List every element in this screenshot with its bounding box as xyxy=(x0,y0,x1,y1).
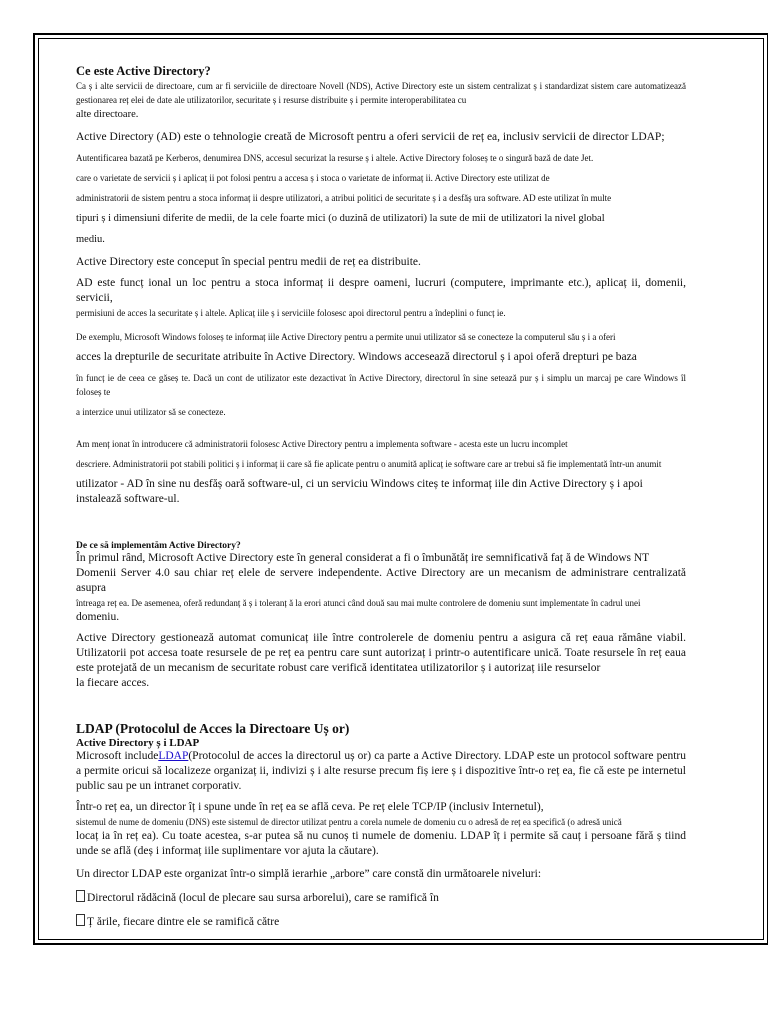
ldap-link[interactable]: LDAP xyxy=(158,750,189,762)
paragraph: domeniu. xyxy=(76,611,120,623)
paragraph: Ca ș i alte servicii de directoare, cum ar fi serviciile de directoare Novell (NDS), Active Directory este un sistem centralizat ș i standardizat sistem care automatizează gestionarea reț elei de date ale utilizatorilor, securitate ș i resurse distribuite ș i permite interoperabilitatea cu xyxy=(76,81,686,105)
paragraph: acces la drepturile de securitate atribuite în Active Directory. Windows accesează directorul ș i apoi oferă drepturi pe baza xyxy=(76,351,637,363)
paragraph: Într-o reț ea, un director îț i spune unde în reț ea se află ceva. Pe reț elele TCP/IP (inclusiv Internetul), xyxy=(76,801,544,813)
paragraph: alte directoare. xyxy=(76,109,139,120)
list-item xyxy=(76,914,686,930)
paragraph: a interzice unui utilizator să se conecteze. xyxy=(76,407,226,417)
subsection-title-ad-and-ldap: Active Directory ș i LDAP xyxy=(76,737,200,749)
paragraph: Un director LDAP este organizat într-o simplă ierarhie „arbore” care constă din următoarele niveluri: xyxy=(76,868,542,880)
paragraph: la fiecare acces. xyxy=(76,677,150,689)
paragraph: Active Directory este conceput în special pentru medii de reț ea distribuite. xyxy=(76,256,421,268)
paragraph: întreaga reț ea. De asemenea, oferă redundanț ă ș i toleranț ă la erori atunci când două sau mai multe controlere de domeniu sunt implementate în cadrul unei xyxy=(76,598,641,608)
paragraph: De exemplu, Microsoft Windows foloseș te informaț iile Active Directory pentru a permite unui utilizator să se conecteze la computerul său ș i a oferi xyxy=(76,332,616,342)
paragraph: locaț ia în reț ea). Cu toate acestea, s-ar putea să nu cunoș ti numele de domeniu. LDAP îț i permite să cauț i persoane fără ș tiind unde se află (deș i informaț iile suplimentare vor ajuta la căutare). xyxy=(76,830,686,857)
paragraph: Active Directory gestionează automat comunicaț iile între controlerele de domeniu pentru a asigura că reț eaua rămâne viabil. Utilizatorii pot accesa toate resursele de pe reț ea pentru care sunt autorizaț i printr-o autentificare unică. Toate resursele în reț eaua este protejată de un mecanism de securitate robust care verifică identitatea utilizatorilor ș i autorizaț iile resurselor xyxy=(76,632,686,674)
paragraph: Domenii Server 4.0 sau chiar reț elele de servere independente. Active Directory are un mecanism de administrare centralizată asupra xyxy=(76,567,686,594)
paragraph xyxy=(76,749,686,794)
text-span: Microsoft include xyxy=(76,750,159,762)
paragraph: în funcț ie de ceea ce găseș te. Dacă un cont de utilizator este dezactivat în Active Directory, directorul în sine setează pur ș i simplu un marcaj pe care Windows îl foloseș te xyxy=(76,373,686,397)
paragraph: În primul rând, Microsoft Active Directory este în general considerat a fi o îmbunătăț ire semnificativă faț ă de Windows NT xyxy=(76,552,650,564)
list-item-text: Directorul rădăcină (locul de plecare sau sursa arborelui), care se ramifică în xyxy=(87,892,439,904)
paragraph: mediu. xyxy=(76,234,105,245)
paragraph: sistemul de nume de domeniu (DNS) este sistemul de director utilizat pentru a corela numele de domeniu cu o adresă de reț ea specifică (o adresă unică xyxy=(76,817,622,827)
paragraph: utilizator - AD în sine nu desfăș oară software-ul, ci un serviciu Windows citeș te informaț iile din Active Directory ș i apoi xyxy=(76,478,643,490)
list-item xyxy=(76,890,686,906)
paragraph: instalează software-ul. xyxy=(76,493,180,505)
section-title-what-is-ad: Ce este Active Directory? xyxy=(76,64,211,78)
bullet-box-icon xyxy=(76,890,85,902)
section-title-ldap: LDAP (Protocolul de Acces la Directoare Uș or) xyxy=(76,721,350,736)
text-span: (Protocolul de acces la directorul uș or) ca parte a Active Directory. LDAP este un protocol software pentru a permite oricui să localizeze organizaț ii, indivizi ș i alte resurse precum fiș iere ș i dispozitive într-o reț ea, fie că este pe internetul public sau pe un intranet corporativ. xyxy=(76,750,686,792)
paragraph: AD este funcț ional un loc pentru a stoca informaț ii despre oameni, lucruri (computere, imprimante etc.), aplicaț ii, domenii, servicii, xyxy=(76,277,686,304)
paragraph: permisiuni de acces la securitate ș i altele. Aplicaț iile ș i serviciile folosesc apoi directorul pentru a îndeplini o funcț ie. xyxy=(76,308,506,318)
paragraph: Am menț ionat în introducere că administratorii folosesc Active Directory pentru a implementa software - acesta este un lucru incomplet xyxy=(76,439,568,449)
paragraph: administratorii de sistem pentru a stoca informaț ii despre utilizatori, a atribui politici de securitate ș i a desfăș ura software. AD este utilizat în multe xyxy=(76,193,612,203)
document-body xyxy=(76,64,686,930)
section-title-why-implement: De ce să implementăm Active Directory? xyxy=(76,541,241,551)
list-item-text: Ț ările, fiecare dintre ele se ramifică către xyxy=(87,916,280,928)
paragraph: Autentificarea bazată pe Kerberos, denumirea DNS, accesul securizat la resurse ș i altele. Active Directory foloseș te o singură bază de date Jet. xyxy=(76,153,594,163)
paragraph: tipuri ș i dimensiuni diferite de medii, de la cele foarte mici (o duzină de utilizatori) la sute de mii de utilizatori la nivel global xyxy=(76,213,605,224)
bullet-box-icon xyxy=(76,914,85,926)
paragraph: care o varietate de servicii ș i aplicaț ii pot folosi pentru a accesa ș i stoca o varietate de informaț ii. Active Directory este utilizat de xyxy=(76,173,550,183)
paragraph: descriere. Administratorii pot stabili politici ș i informaț ii care să fie aplicate pentru o anumită aplicaț ie software care ar trebui să fie implementată într-un anumit xyxy=(76,459,662,469)
paragraph: Active Directory (AD) este o tehnologie creată de Microsoft pentru a oferi servicii de reț ea, inclusiv servicii de director LDAP; xyxy=(76,131,665,143)
